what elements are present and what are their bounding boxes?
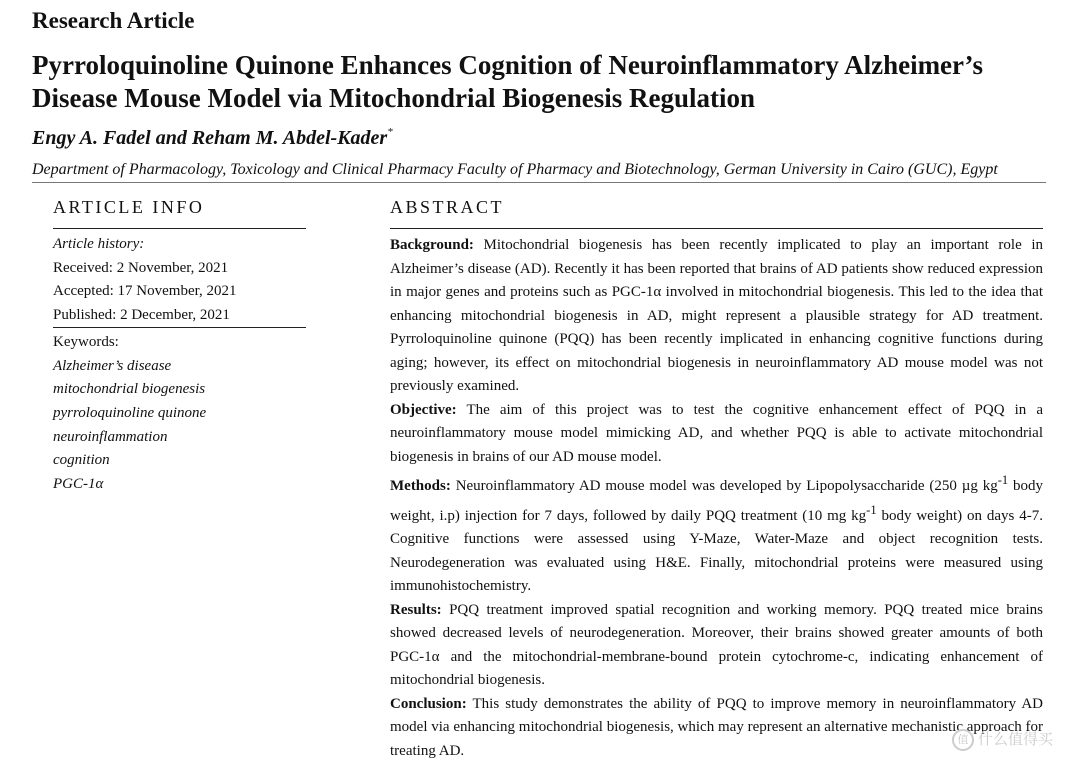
abstract-panel [390, 196, 1043, 763]
watermark-logo-icon: 值 [952, 729, 974, 751]
author-names: Engy A. Fadel and Reham M. Abdel-Kader [32, 127, 387, 149]
methods-exponent: -1 [866, 503, 876, 517]
conclusion-label: Conclusion: [390, 696, 467, 712]
methods-exponent: -1 [998, 473, 1008, 487]
article-info-panel [53, 196, 306, 497]
objective-text: The aim of this project was to test the cognitive enhancement effect of PQQ in a neuroinflammatory mouse model mimicking AD, and whether PQQ is able to activate mitochondrial biogenesis in brains of our AD mouse model. [390, 402, 1043, 465]
abstract-objective [390, 399, 1043, 470]
affiliation: Department of Pharmacology, Toxicology and Clinical Pharmacy Faculty of Pharmacy and Biotechnology, German University in Cairo (GUC), Egypt [32, 161, 998, 179]
background-label: Background: [390, 237, 474, 253]
watermark-text: 什么值得买 [978, 730, 1053, 748]
corresponding-author-mark: * [387, 126, 393, 138]
article-type: Research Article [32, 8, 194, 34]
accepted-date: Accepted: 17 November, 2021 [53, 280, 306, 304]
watermark [952, 728, 1053, 751]
article-history-rule [53, 327, 306, 328]
methods-label: Methods: [390, 478, 451, 494]
abstract-background [390, 234, 1043, 399]
article-title: Pyrroloquinoline Quinone Enhances Cognition of Neuroinflammatory Alzheimer’s Disease Mouse Model via Mitochondrial Biogenesis Regulation [32, 49, 1067, 115]
keywords-label: Keywords: [53, 331, 306, 355]
methods-text: body weight, i.p) injection for 7 days, followed by daily PQQ treatment (10 mg kg [390, 478, 1043, 524]
keyword-item: mitochondrial biogenesis [53, 378, 306, 402]
results-label: Results: [390, 602, 442, 618]
background-text: Mitochondrial biogenesis has been recently implicated to play an important role in Alzheimer’s disease (AD). Recently it has been reported that brains of AD patients show reduced expression in major genes and proteins such as PGC-1α involved in mitochondrial biogenesis. This led to the idea that enhancing mitochondrial biogenesis in AD, might represent a plausible strategy for AD treatment. Pyrroloquinoline quinone (PQQ) has been recently implicated in enhancing cognitive functions during aging; however, its effect on mitochondrial biogenesis in neuroinflammatory AD mouse model was not previously examined. [390, 237, 1043, 394]
abstract-methods [390, 469, 1043, 599]
received-date: Received: 2 November, 2021 [53, 257, 306, 281]
article-history-label: Article history: [53, 233, 306, 257]
authors [32, 126, 393, 150]
abstract-top-rule [390, 228, 1043, 229]
keyword-item: cognition [53, 449, 306, 473]
abstract-results [390, 599, 1043, 693]
keyword-item: neuroinflammation [53, 426, 306, 450]
article-info-heading: ARTICLE INFO [53, 196, 306, 218]
published-date: Published: 2 December, 2021 [53, 304, 306, 328]
keyword-item: PGC-1α [53, 473, 306, 497]
conclusion-text: This study demonstrates the ability of PQQ to improve memory in neuroinflammatory AD model via enhancing mitochondrial biogenesis, which may represent an alternative mechanistic approach for treating AD. [390, 696, 1043, 759]
keyword-item: pyrroloquinoline quinone [53, 402, 306, 426]
abstract-conclusion [390, 693, 1043, 763]
article-info-top-rule [53, 228, 306, 229]
results-text: PQQ treatment improved spatial recognition and working memory. PQQ treated mice brains showed decreased levels of neurodegeneration. Moreover, their brains showed greater amounts of both PGC-1α and the mitochondrial-membrane-bound protein cytochrome-c, indicating enhancement of mitochondrial biogenesis. [390, 602, 1043, 689]
abstract-heading: ABSTRACT [390, 196, 1043, 218]
objective-label: Objective: [390, 402, 457, 418]
keyword-item: Alzheimer’s disease [53, 355, 306, 379]
methods-text: Neuroinflammatory AD mouse model was developed by Lipopolysaccharide (250 µg kg [456, 478, 998, 494]
affiliation-divider [32, 182, 1046, 183]
methods-text: body weight) on days 4-7. Cognitive functions were assessed using Y-Maze, Water-Maze and object recognition tests. Neurodegeneration was evaluated using H&E. Finally, mitochondrial proteins were measured using immunohistochemistry. [390, 508, 1043, 595]
